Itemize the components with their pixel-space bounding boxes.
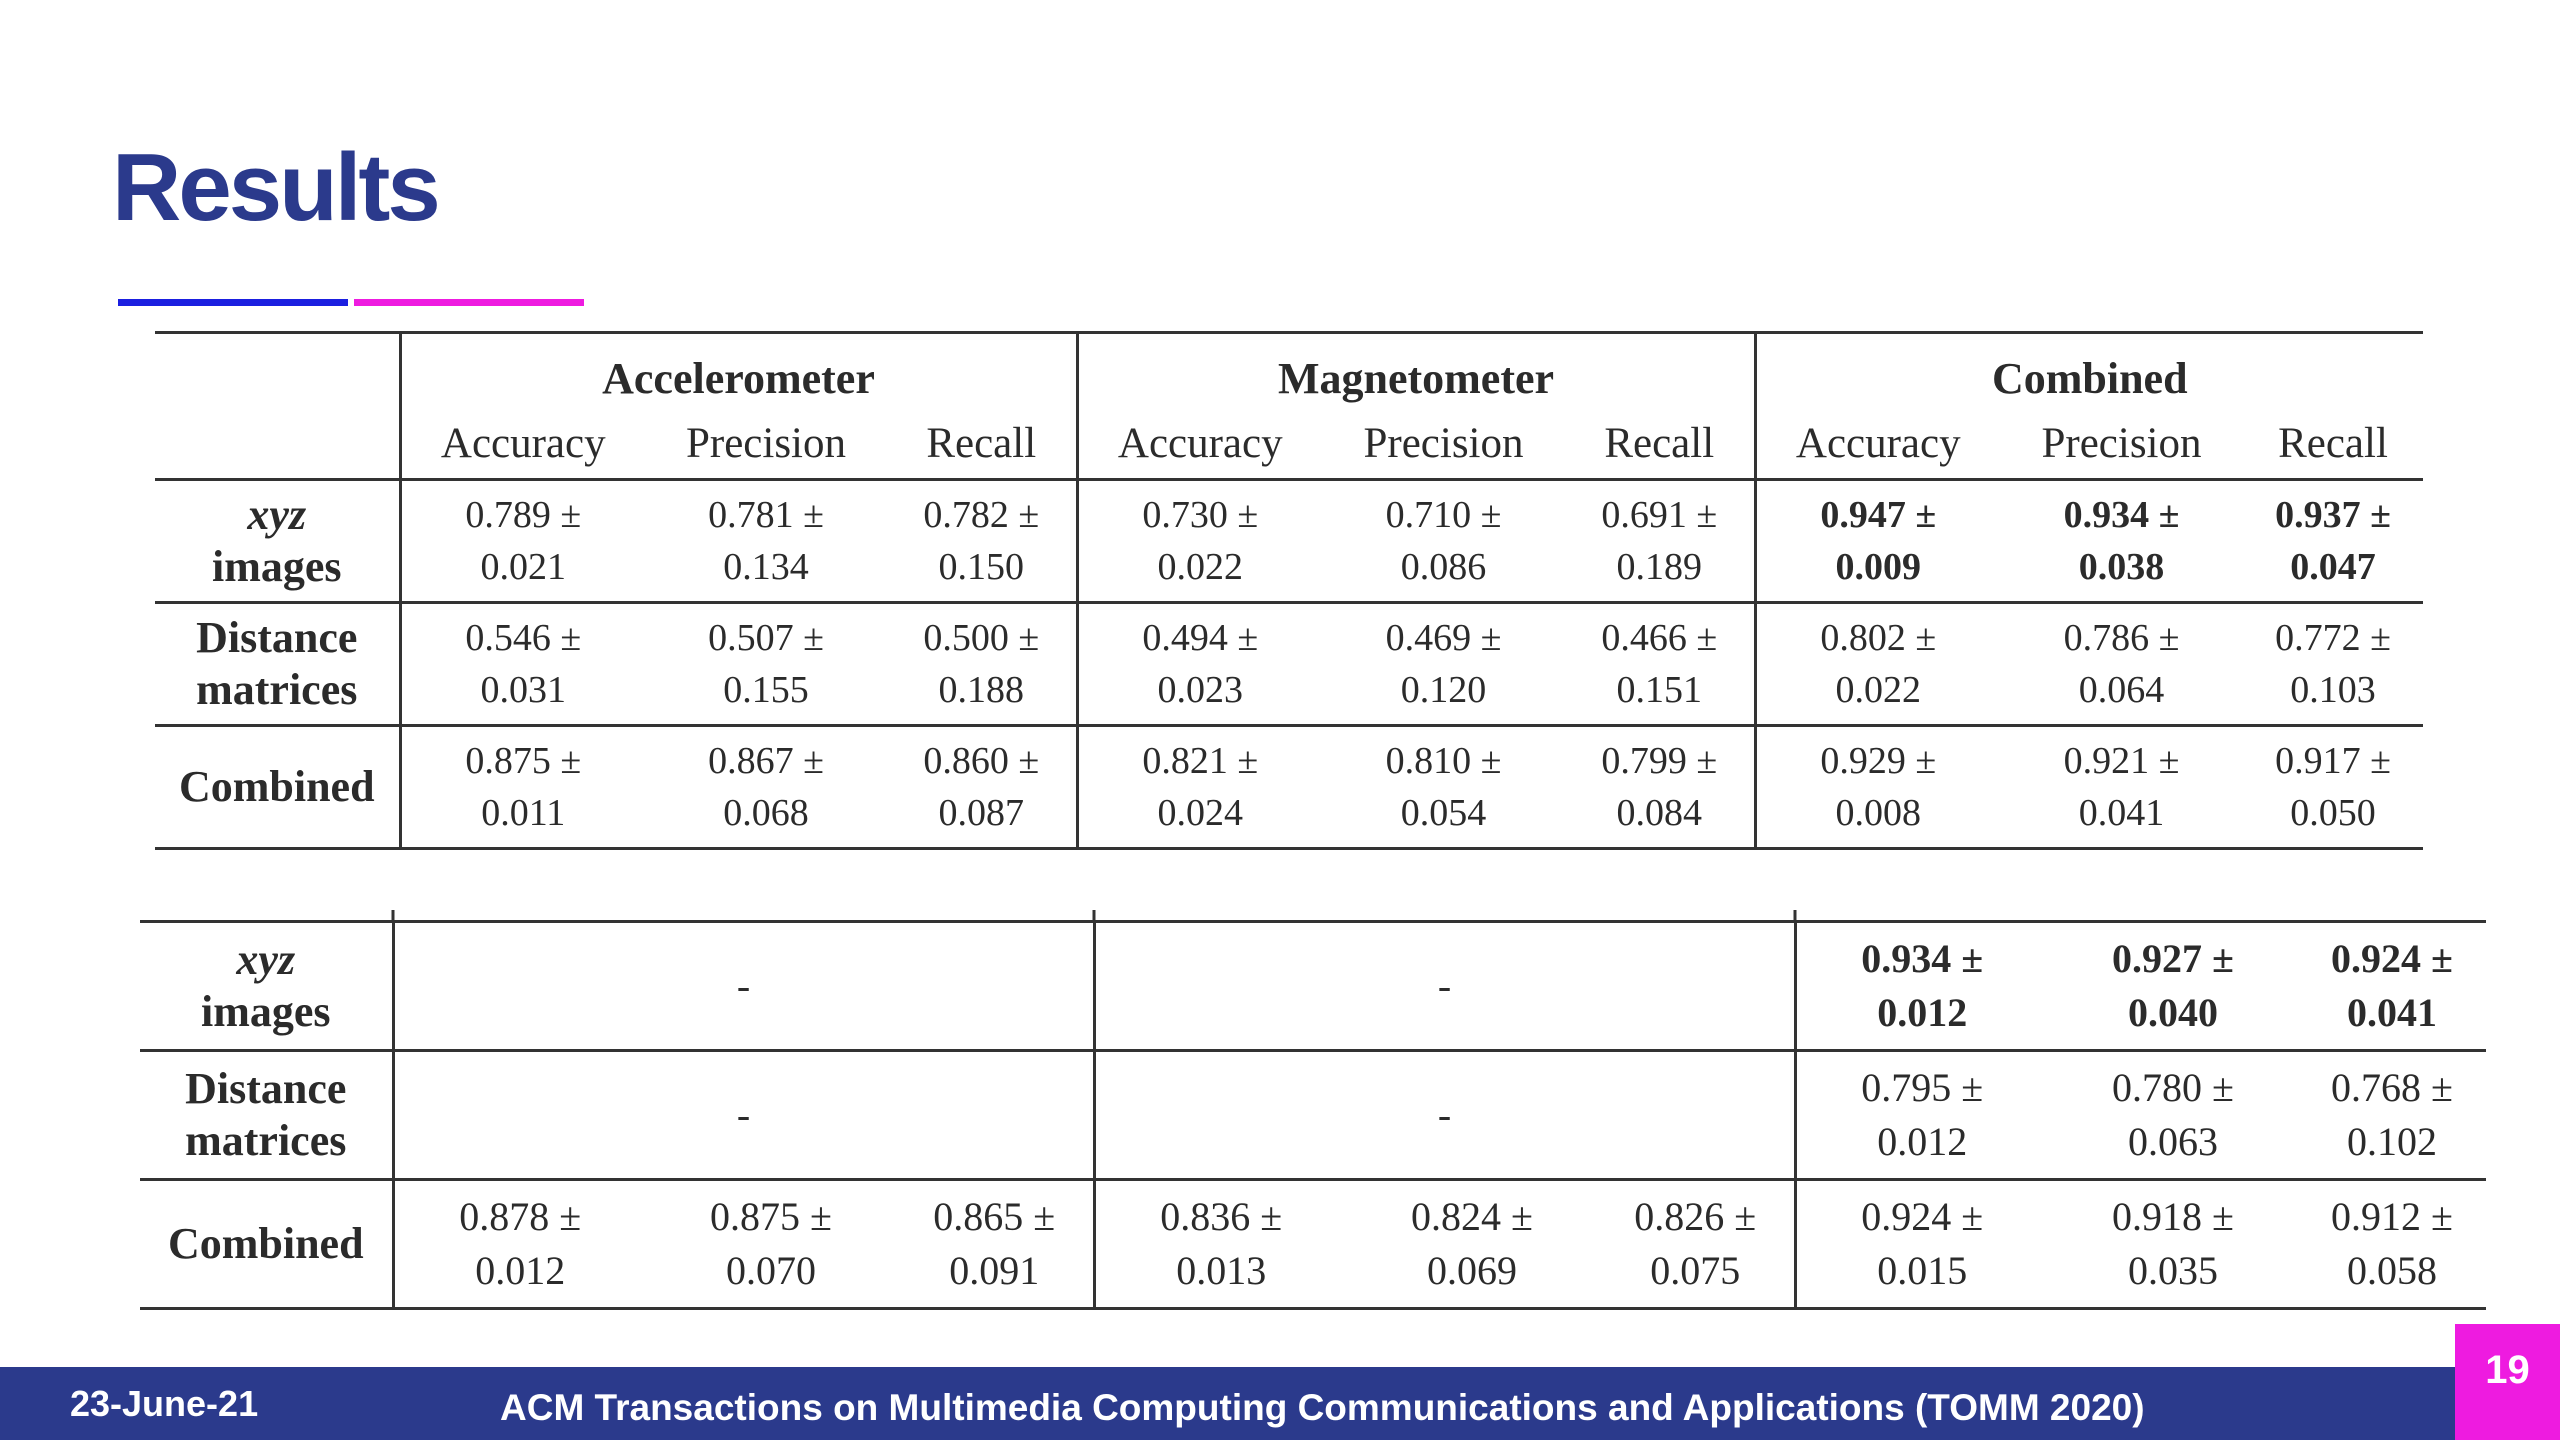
table-cell bbox=[1755, 603, 2000, 726]
table-cell bbox=[400, 603, 645, 726]
cell-mean: 0.507 ± bbox=[708, 617, 824, 659]
row-header-combined bbox=[140, 1180, 393, 1309]
cell-std: 0.050 bbox=[2290, 792, 2376, 834]
cell-mean: 0.780 ± bbox=[2112, 1065, 2234, 1110]
cell-std: 0.087 bbox=[938, 792, 1024, 834]
cell-std: 0.091 bbox=[949, 1248, 1040, 1293]
table1-metric-precision: Precision bbox=[645, 408, 887, 480]
cell-mean: 0.865 ± bbox=[933, 1194, 1056, 1239]
row-header-line2: images bbox=[211, 542, 342, 591]
cell-std: 0.058 bbox=[2347, 1248, 2437, 1293]
cell-std: 0.070 bbox=[726, 1248, 816, 1293]
cell-std: 0.009 bbox=[1835, 546, 1921, 588]
cell-std: 0.011 bbox=[481, 792, 566, 834]
cell-mean: 0.546 ± bbox=[465, 617, 582, 659]
cell-std: 0.134 bbox=[723, 546, 809, 588]
cell-mean: 0.917 ± bbox=[2275, 740, 2391, 782]
table1-metric-recall: Recall bbox=[887, 408, 1077, 480]
cell-mean: 0.691 ± bbox=[1601, 494, 1718, 536]
table-row bbox=[155, 603, 2423, 726]
cell-mean: 0.875 ± bbox=[465, 740, 582, 782]
cell-mean: 0.768 ± bbox=[2331, 1065, 2453, 1110]
table-cell bbox=[393, 1180, 646, 1309]
cell-mean: 0.789 ± bbox=[465, 494, 582, 536]
cell-mean: 0.795 ± bbox=[1861, 1065, 1984, 1110]
table-cell-empty-magnetometer: - bbox=[1094, 922, 1795, 1051]
cell-mean: 0.810 ± bbox=[1385, 740, 1502, 782]
cell-std: 0.012 bbox=[1877, 990, 1968, 1035]
cell-std: 0.155 bbox=[723, 669, 809, 711]
table-cell bbox=[2298, 1051, 2486, 1180]
cell-mean: 0.875 ± bbox=[710, 1194, 832, 1239]
table-cell bbox=[1795, 1180, 2048, 1309]
cell-std: 0.013 bbox=[1176, 1248, 1267, 1293]
row-header-line2: images bbox=[200, 987, 331, 1036]
table1-corner-sub bbox=[155, 408, 400, 480]
footer-journal: ACM Transactions on Multimedia Computing Communications and Applications (TOMM 2020) bbox=[500, 1387, 2145, 1428]
cell-mean: 0.466 ± bbox=[1601, 617, 1718, 659]
cell-mean: 0.836 ± bbox=[1160, 1194, 1283, 1239]
cell-mean: 0.500 ± bbox=[923, 617, 1040, 659]
table-cell bbox=[400, 726, 645, 849]
cell-mean: 0.710 ± bbox=[1385, 494, 1502, 536]
table-cell-best bbox=[2000, 480, 2243, 603]
table-cell bbox=[1322, 603, 1565, 726]
table-row bbox=[140, 1180, 2486, 1309]
cell-mean: 0.924 ± bbox=[1861, 1194, 1984, 1239]
cell-mean: 0.927 ± bbox=[2112, 936, 2234, 981]
table-cell bbox=[400, 480, 645, 603]
cell-std: 0.024 bbox=[1157, 792, 1243, 834]
row-header-xyz-images bbox=[140, 922, 393, 1051]
cell-mean: 0.802 ± bbox=[1820, 617, 1937, 659]
table-cell bbox=[2243, 726, 2423, 849]
table-cell bbox=[887, 726, 1077, 849]
cell-mean: 0.824 ± bbox=[1411, 1194, 1533, 1239]
table-cell bbox=[1322, 480, 1565, 603]
cell-mean: 0.772 ± bbox=[2275, 617, 2391, 659]
table-cell bbox=[1755, 726, 2000, 849]
cell-std: 0.189 bbox=[1616, 546, 1702, 588]
cell-mean: 0.934 ± bbox=[1861, 936, 1984, 981]
cell-mean: 0.494 ± bbox=[1142, 617, 1259, 659]
row-header-line1: Combined bbox=[167, 1219, 364, 1268]
row-header-line1: xyz bbox=[236, 935, 296, 984]
cell-std: 0.015 bbox=[1877, 1248, 1968, 1293]
table-cell bbox=[1322, 726, 1565, 849]
cell-mean: 0.730 ± bbox=[1142, 494, 1259, 536]
table1-group-accelerometer: Accelerometer bbox=[400, 333, 1077, 409]
footer-date: 23-June-21 bbox=[70, 1383, 259, 1424]
table-cell-best bbox=[2298, 922, 2486, 1051]
cell-mean: 0.924 ± bbox=[2331, 936, 2453, 981]
table-cell bbox=[896, 1180, 1094, 1309]
table1-metric-accuracy: Accuracy bbox=[400, 408, 645, 480]
row-header-line1: Combined bbox=[178, 762, 375, 811]
cell-mean: 0.934 ± bbox=[2063, 494, 2180, 536]
slide-title: Results bbox=[112, 134, 438, 241]
table-cell-empty-accelerometer: - bbox=[393, 1051, 1094, 1180]
table-cell bbox=[2298, 1180, 2486, 1309]
table-cell bbox=[1077, 726, 1322, 849]
table-cell bbox=[2048, 1180, 2298, 1309]
cell-std: 0.069 bbox=[1427, 1248, 1517, 1293]
cell-std: 0.047 bbox=[2290, 546, 2376, 588]
table-cell-empty-accelerometer: - bbox=[393, 922, 1094, 1051]
cell-std: 0.012 bbox=[475, 1248, 566, 1293]
cell-std: 0.063 bbox=[2128, 1119, 2218, 1164]
cell-mean: 0.469 ± bbox=[1385, 617, 1502, 659]
table-row bbox=[140, 1051, 2486, 1180]
cell-mean: 0.781 ± bbox=[708, 494, 824, 536]
cell-mean: 0.912 ± bbox=[2331, 1194, 2453, 1239]
cell-std: 0.023 bbox=[1157, 669, 1243, 711]
table-row bbox=[155, 480, 2423, 603]
table-cell bbox=[2000, 726, 2243, 849]
cell-std: 0.084 bbox=[1616, 792, 1702, 834]
cell-mean: 0.867 ± bbox=[708, 740, 824, 782]
cell-std: 0.151 bbox=[1616, 669, 1702, 711]
table-cell-empty-magnetometer: - bbox=[1094, 1051, 1795, 1180]
cell-std: 0.022 bbox=[1157, 546, 1243, 588]
table-cell bbox=[645, 603, 887, 726]
cell-std: 0.103 bbox=[2290, 669, 2376, 711]
cell-mean: 0.782 ± bbox=[923, 494, 1040, 536]
cell-mean: 0.937 ± bbox=[2275, 494, 2391, 536]
table-cell-best bbox=[2243, 480, 2423, 603]
cell-std: 0.012 bbox=[1877, 1119, 1968, 1164]
table1-metric-precision: Precision bbox=[1322, 408, 1565, 480]
table-cell bbox=[1094, 1180, 1347, 1309]
table1-metric-accuracy: Accuracy bbox=[1755, 408, 2000, 480]
cell-std: 0.031 bbox=[480, 669, 566, 711]
table-cell bbox=[646, 1180, 896, 1309]
cell-std: 0.041 bbox=[2347, 990, 2437, 1035]
table1-metric-recall: Recall bbox=[1565, 408, 1755, 480]
page-number-badge bbox=[2455, 1324, 2560, 1440]
cell-mean: 0.860 ± bbox=[923, 740, 1040, 782]
row-header-xyz-images bbox=[155, 480, 400, 603]
table-cell bbox=[645, 480, 887, 603]
table-cell bbox=[2048, 1051, 2298, 1180]
cell-std: 0.041 bbox=[2078, 792, 2165, 834]
table-cell bbox=[1565, 480, 1755, 603]
cell-std: 0.120 bbox=[1400, 669, 1487, 711]
table1-metric-precision: Precision bbox=[2000, 408, 2243, 480]
cell-mean: 0.799 ± bbox=[1601, 740, 1718, 782]
results-table-secondary bbox=[140, 920, 2486, 1310]
row-header-distance-matrices bbox=[155, 603, 400, 726]
cell-std: 0.188 bbox=[938, 669, 1024, 711]
row-header-line1: xyz bbox=[247, 490, 307, 539]
cell-mean: 0.878 ± bbox=[459, 1194, 582, 1239]
cell-mean: 0.918 ± bbox=[2112, 1194, 2234, 1239]
cell-std: 0.035 bbox=[2128, 1248, 2218, 1293]
row-header-line2: matrices bbox=[185, 1116, 347, 1165]
cell-mean: 0.947 ± bbox=[1820, 494, 1937, 536]
table-cell-best bbox=[1755, 480, 2000, 603]
table-row bbox=[155, 726, 2423, 849]
table-cell bbox=[1347, 1180, 1597, 1309]
cell-std: 0.054 bbox=[1400, 792, 1487, 834]
table1-metric-recall: Recall bbox=[2243, 408, 2423, 480]
cell-std: 0.008 bbox=[1835, 792, 1921, 834]
table-cell bbox=[2000, 603, 2243, 726]
table1-corner bbox=[155, 333, 400, 409]
cell-std: 0.075 bbox=[1650, 1248, 1741, 1293]
footer-bar bbox=[0, 1367, 2560, 1440]
table-cell bbox=[645, 726, 887, 849]
table-cell bbox=[2243, 603, 2423, 726]
table-cell-best bbox=[2048, 922, 2298, 1051]
table-cell bbox=[1597, 1180, 1795, 1309]
table-cell bbox=[1565, 603, 1755, 726]
cell-mean: 0.821 ± bbox=[1142, 740, 1259, 782]
cell-std: 0.021 bbox=[480, 546, 566, 588]
page-number: 19 bbox=[2485, 1348, 2530, 1392]
cell-std: 0.086 bbox=[1400, 546, 1487, 588]
cell-mean: 0.826 ± bbox=[1634, 1194, 1757, 1239]
cell-std: 0.022 bbox=[1835, 669, 1921, 711]
table1-group-combined: Combined bbox=[1991, 354, 2188, 403]
row-header-line1: Distance bbox=[185, 1064, 347, 1113]
table-cell bbox=[887, 603, 1077, 726]
results-table-main bbox=[155, 331, 2423, 850]
cell-std: 0.064 bbox=[2078, 669, 2165, 711]
title-underline-pink bbox=[354, 299, 584, 306]
table-cell bbox=[887, 480, 1077, 603]
table-cell-best bbox=[1795, 922, 2048, 1051]
cell-std: 0.150 bbox=[938, 546, 1024, 588]
table1-group-magnetometer: Magnetometer bbox=[1077, 333, 1755, 409]
table1-metric-accuracy: Accuracy bbox=[1077, 408, 1322, 480]
cell-std: 0.040 bbox=[2128, 990, 2218, 1035]
table-cell bbox=[1077, 480, 1322, 603]
table-cell bbox=[1565, 726, 1755, 849]
title-underline-blue bbox=[118, 299, 348, 306]
cell-mean: 0.921 ± bbox=[2063, 740, 2180, 782]
cell-mean: 0.929 ± bbox=[1820, 740, 1937, 782]
row-header-line2: matrices bbox=[196, 665, 358, 714]
row-header-line1: Distance bbox=[196, 613, 358, 662]
cell-std: 0.068 bbox=[723, 792, 809, 834]
table-cell bbox=[1795, 1051, 2048, 1180]
cell-std: 0.102 bbox=[2347, 1119, 2437, 1164]
cell-std: 0.038 bbox=[2078, 546, 2165, 588]
row-header-distance-matrices bbox=[140, 1051, 393, 1180]
cell-mean: 0.786 ± bbox=[2063, 617, 2180, 659]
table-row bbox=[140, 922, 2486, 1051]
table-cell bbox=[1077, 603, 1322, 726]
row-header-combined bbox=[155, 726, 400, 849]
